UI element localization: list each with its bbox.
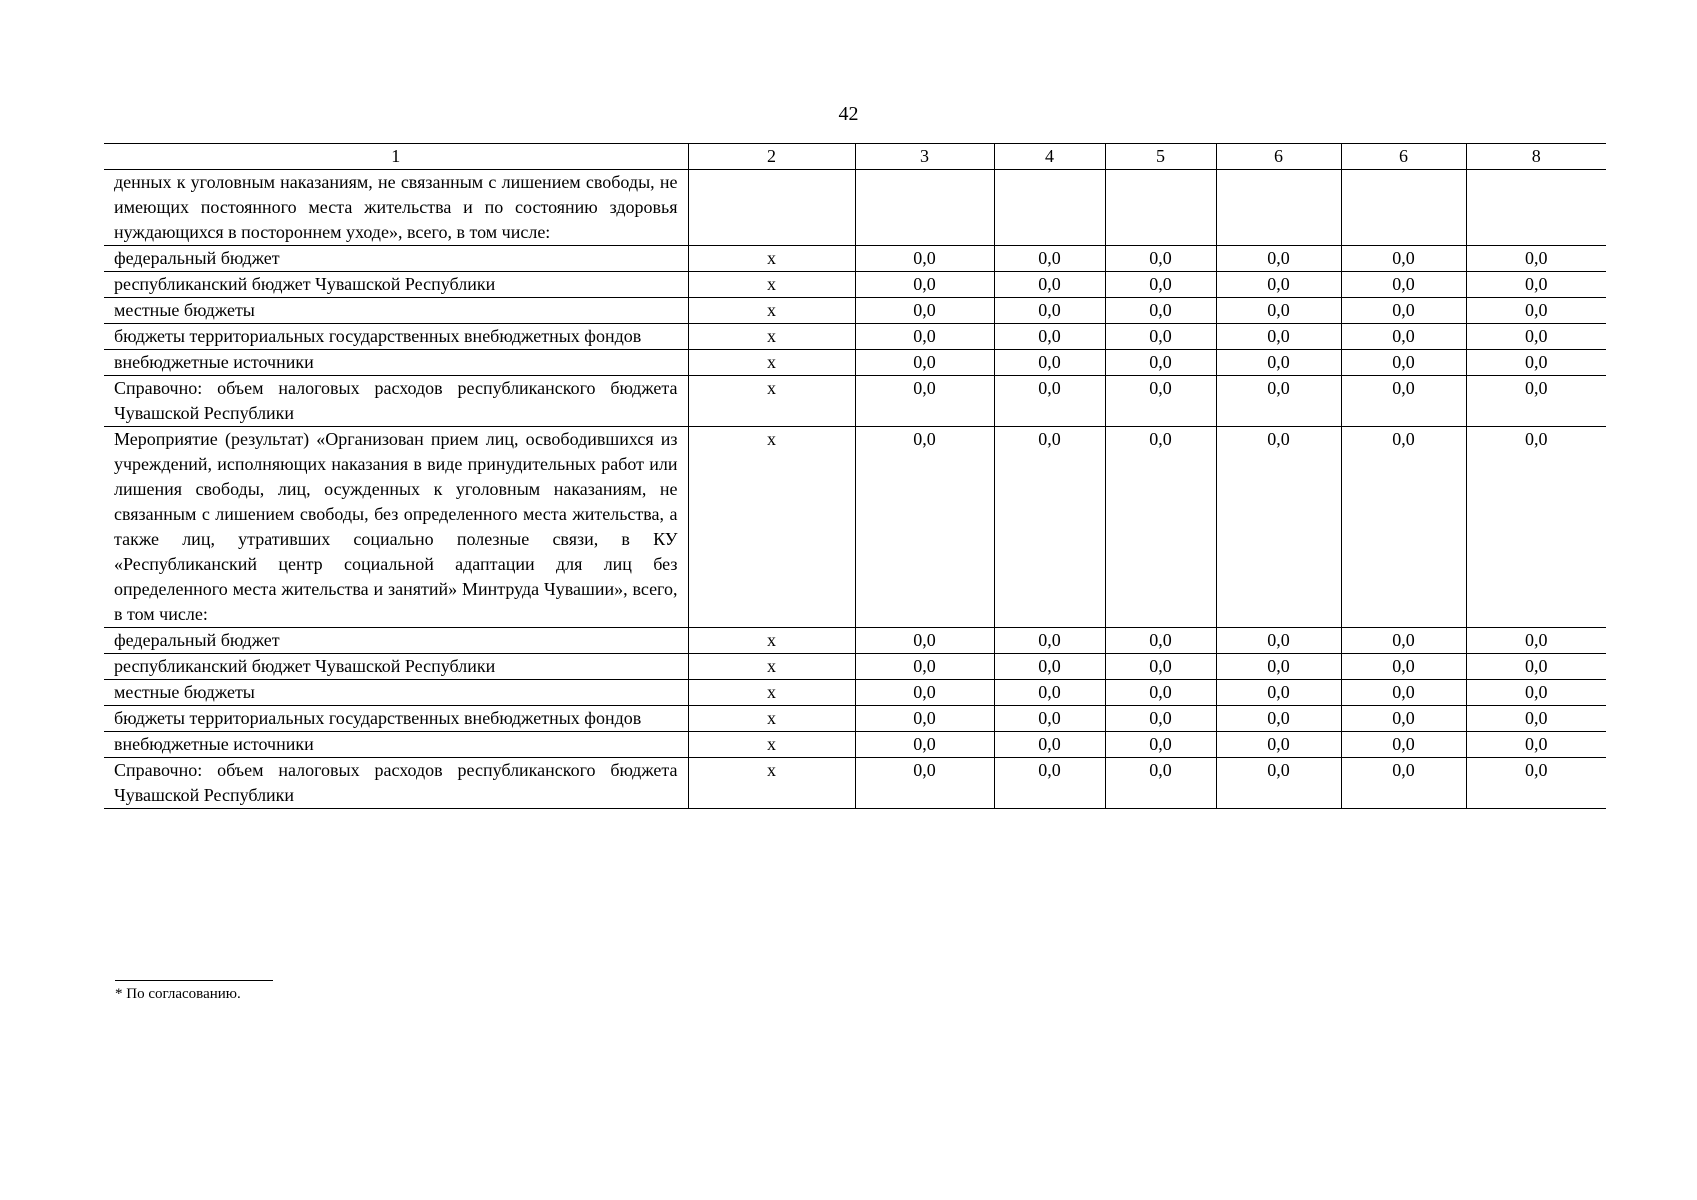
row-mark: х bbox=[688, 272, 855, 298]
row-value: 0,0 bbox=[1105, 654, 1216, 680]
row-value: 0,0 bbox=[1105, 350, 1216, 376]
row-value: 0,0 bbox=[1105, 628, 1216, 654]
row-label: внебюджетные источники bbox=[104, 350, 688, 376]
row-mark: х bbox=[688, 324, 855, 350]
column-header: 8 bbox=[1466, 144, 1606, 170]
row-mark: х bbox=[688, 376, 855, 427]
row-mark: х bbox=[688, 758, 855, 809]
row-mark: х bbox=[688, 246, 855, 272]
row-value: 0,0 bbox=[994, 324, 1105, 350]
row-value: 0,0 bbox=[1105, 427, 1216, 628]
row-value: 0,0 bbox=[1466, 272, 1606, 298]
budget-table bbox=[104, 143, 1606, 809]
row-value: 0,0 bbox=[1341, 732, 1466, 758]
footnote-divider bbox=[115, 980, 273, 981]
row-mark: х bbox=[688, 680, 855, 706]
row-value: 0,0 bbox=[1105, 732, 1216, 758]
row-value: 0,0 bbox=[1466, 246, 1606, 272]
row-value: 0,0 bbox=[994, 246, 1105, 272]
table-row bbox=[104, 246, 1606, 272]
row-value: 0,0 bbox=[1341, 324, 1466, 350]
row-value bbox=[1216, 170, 1341, 246]
footnote: * По согласованию. bbox=[115, 986, 241, 1002]
row-value: 0,0 bbox=[855, 427, 994, 628]
row-value: 0,0 bbox=[1216, 732, 1341, 758]
row-value: 0,0 bbox=[1466, 350, 1606, 376]
table-row bbox=[104, 298, 1606, 324]
table-row bbox=[104, 628, 1606, 654]
table-row bbox=[104, 680, 1606, 706]
page-number: 42 bbox=[838, 103, 859, 125]
row-value: 0,0 bbox=[1216, 272, 1341, 298]
row-value: 0,0 bbox=[855, 324, 994, 350]
row-value: 0,0 bbox=[1341, 680, 1466, 706]
row-value: 0,0 bbox=[1466, 324, 1606, 350]
row-mark: х bbox=[688, 732, 855, 758]
row-value: 0,0 bbox=[1466, 654, 1606, 680]
row-value: 0,0 bbox=[1216, 324, 1341, 350]
column-header: 4 bbox=[994, 144, 1105, 170]
row-value: 0,0 bbox=[855, 350, 994, 376]
row-value: 0,0 bbox=[855, 654, 994, 680]
row-value: 0,0 bbox=[1341, 628, 1466, 654]
row-label: Мероприятие (результат) «Организован прием лиц, освободившихся из учреждений, исполняющих наказания в виде принудительных работ или лишения свободы, лиц, осужденных к уголовным наказаниям, не связанным с лишением свободы, без определенного места жительства, а также лиц, утративших социально полезные связи, в КУ «Республиканский центр социальной адаптации для лиц без определенного места жительства и занятий» Минтруда Чувашии», всего, в том числе: bbox=[104, 427, 688, 628]
column-header: 2 bbox=[688, 144, 855, 170]
row-value: 0,0 bbox=[1341, 272, 1466, 298]
table-row bbox=[104, 706, 1606, 732]
row-value bbox=[1466, 170, 1606, 246]
table-row bbox=[104, 427, 1606, 628]
row-value: 0,0 bbox=[1216, 706, 1341, 732]
table-row bbox=[104, 350, 1606, 376]
row-value: 0,0 bbox=[994, 298, 1105, 324]
row-value: 0,0 bbox=[1466, 732, 1606, 758]
table-body bbox=[104, 170, 1606, 809]
row-value: 0,0 bbox=[1105, 246, 1216, 272]
row-value: 0,0 bbox=[994, 272, 1105, 298]
row-value: 0,0 bbox=[1216, 246, 1341, 272]
column-header: 5 bbox=[1105, 144, 1216, 170]
row-value: 0,0 bbox=[994, 680, 1105, 706]
row-mark: х bbox=[688, 350, 855, 376]
table-row bbox=[104, 732, 1606, 758]
row-value: 0,0 bbox=[855, 732, 994, 758]
row-value: 0,0 bbox=[1466, 298, 1606, 324]
row-value: 0,0 bbox=[1341, 427, 1466, 628]
header-row bbox=[104, 144, 1606, 170]
table-row bbox=[104, 324, 1606, 350]
column-header: 1 bbox=[104, 144, 688, 170]
row-value: 0,0 bbox=[1105, 324, 1216, 350]
row-value: 0,0 bbox=[994, 628, 1105, 654]
row-value: 0,0 bbox=[855, 706, 994, 732]
row-value: 0,0 bbox=[1466, 376, 1606, 427]
row-value: 0,0 bbox=[1216, 654, 1341, 680]
row-mark: х bbox=[688, 298, 855, 324]
row-mark: х bbox=[688, 427, 855, 628]
row-value: 0,0 bbox=[994, 376, 1105, 427]
row-value: 0,0 bbox=[1466, 706, 1606, 732]
row-value: 0,0 bbox=[994, 706, 1105, 732]
row-value: 0,0 bbox=[1341, 376, 1466, 427]
table-row bbox=[104, 654, 1606, 680]
row-value: 0,0 bbox=[1105, 680, 1216, 706]
row-value: 0,0 bbox=[1466, 427, 1606, 628]
row-value: 0,0 bbox=[1216, 350, 1341, 376]
row-label: республиканский бюджет Чувашской Республики bbox=[104, 272, 688, 298]
table-row bbox=[104, 272, 1606, 298]
row-value: 0,0 bbox=[1216, 376, 1341, 427]
row-value: 0,0 bbox=[1105, 272, 1216, 298]
column-header: 6 bbox=[1216, 144, 1341, 170]
row-value bbox=[1341, 170, 1466, 246]
row-value: 0,0 bbox=[994, 654, 1105, 680]
row-value: 0,0 bbox=[855, 376, 994, 427]
row-mark: х bbox=[688, 706, 855, 732]
row-value: 0,0 bbox=[1105, 298, 1216, 324]
row-value: 0,0 bbox=[1341, 350, 1466, 376]
row-value: 0,0 bbox=[1216, 298, 1341, 324]
row-value: 0,0 bbox=[994, 350, 1105, 376]
row-value: 0,0 bbox=[994, 427, 1105, 628]
row-mark bbox=[688, 170, 855, 246]
row-value: 0,0 bbox=[1341, 246, 1466, 272]
row-value: 0,0 bbox=[1341, 758, 1466, 809]
row-value: 0,0 bbox=[1341, 706, 1466, 732]
column-header: 3 bbox=[855, 144, 994, 170]
table-row bbox=[104, 376, 1606, 427]
row-value: 0,0 bbox=[1341, 298, 1466, 324]
row-mark: х bbox=[688, 628, 855, 654]
row-value: 0,0 bbox=[855, 680, 994, 706]
row-value: 0,0 bbox=[1105, 758, 1216, 809]
row-value: 0,0 bbox=[1105, 376, 1216, 427]
row-label: бюджеты территориальных государственных внебюджетных фондов bbox=[104, 324, 688, 350]
row-value: 0,0 bbox=[855, 246, 994, 272]
row-label: денных к уголовным наказаниям, не связанным с лишением свободы, не имеющих постоянного места жительства и по состоянию здоровья нуждающихся в постороннем уходе», всего, в том числе: bbox=[104, 170, 688, 246]
row-value bbox=[855, 170, 994, 246]
column-header: 6 bbox=[1341, 144, 1466, 170]
row-value: 0,0 bbox=[855, 628, 994, 654]
row-label: Справочно: объем налоговых расходов республиканского бюджета Чувашской Республики bbox=[104, 758, 688, 809]
row-value: 0,0 bbox=[855, 758, 994, 809]
row-value: 0,0 bbox=[1466, 758, 1606, 809]
row-label: федеральный бюджет bbox=[104, 628, 688, 654]
row-value: 0,0 bbox=[1216, 680, 1341, 706]
row-value bbox=[1105, 170, 1216, 246]
row-label: внебюджетные источники bbox=[104, 732, 688, 758]
row-value: 0,0 bbox=[1466, 628, 1606, 654]
row-label: местные бюджеты bbox=[104, 680, 688, 706]
row-value: 0,0 bbox=[1216, 758, 1341, 809]
row-value: 0,0 bbox=[1216, 628, 1341, 654]
row-label: бюджеты территориальных государственных внебюджетных фондов bbox=[104, 706, 688, 732]
row-value: 0,0 bbox=[855, 298, 994, 324]
table-row bbox=[104, 758, 1606, 809]
table-row bbox=[104, 170, 1606, 246]
row-value: 0,0 bbox=[1216, 427, 1341, 628]
row-label: республиканский бюджет Чувашской Республики bbox=[104, 654, 688, 680]
row-value: 0,0 bbox=[855, 272, 994, 298]
row-label: Справочно: объем налоговых расходов республиканского бюджета Чувашской Республики bbox=[104, 376, 688, 427]
row-value: 0,0 bbox=[1341, 654, 1466, 680]
row-value bbox=[994, 170, 1105, 246]
row-label: федеральный бюджет bbox=[104, 246, 688, 272]
row-value: 0,0 bbox=[994, 732, 1105, 758]
row-value: 0,0 bbox=[994, 758, 1105, 809]
row-value: 0,0 bbox=[1466, 680, 1606, 706]
row-label: местные бюджеты bbox=[104, 298, 688, 324]
row-mark: х bbox=[688, 654, 855, 680]
row-value: 0,0 bbox=[1105, 706, 1216, 732]
